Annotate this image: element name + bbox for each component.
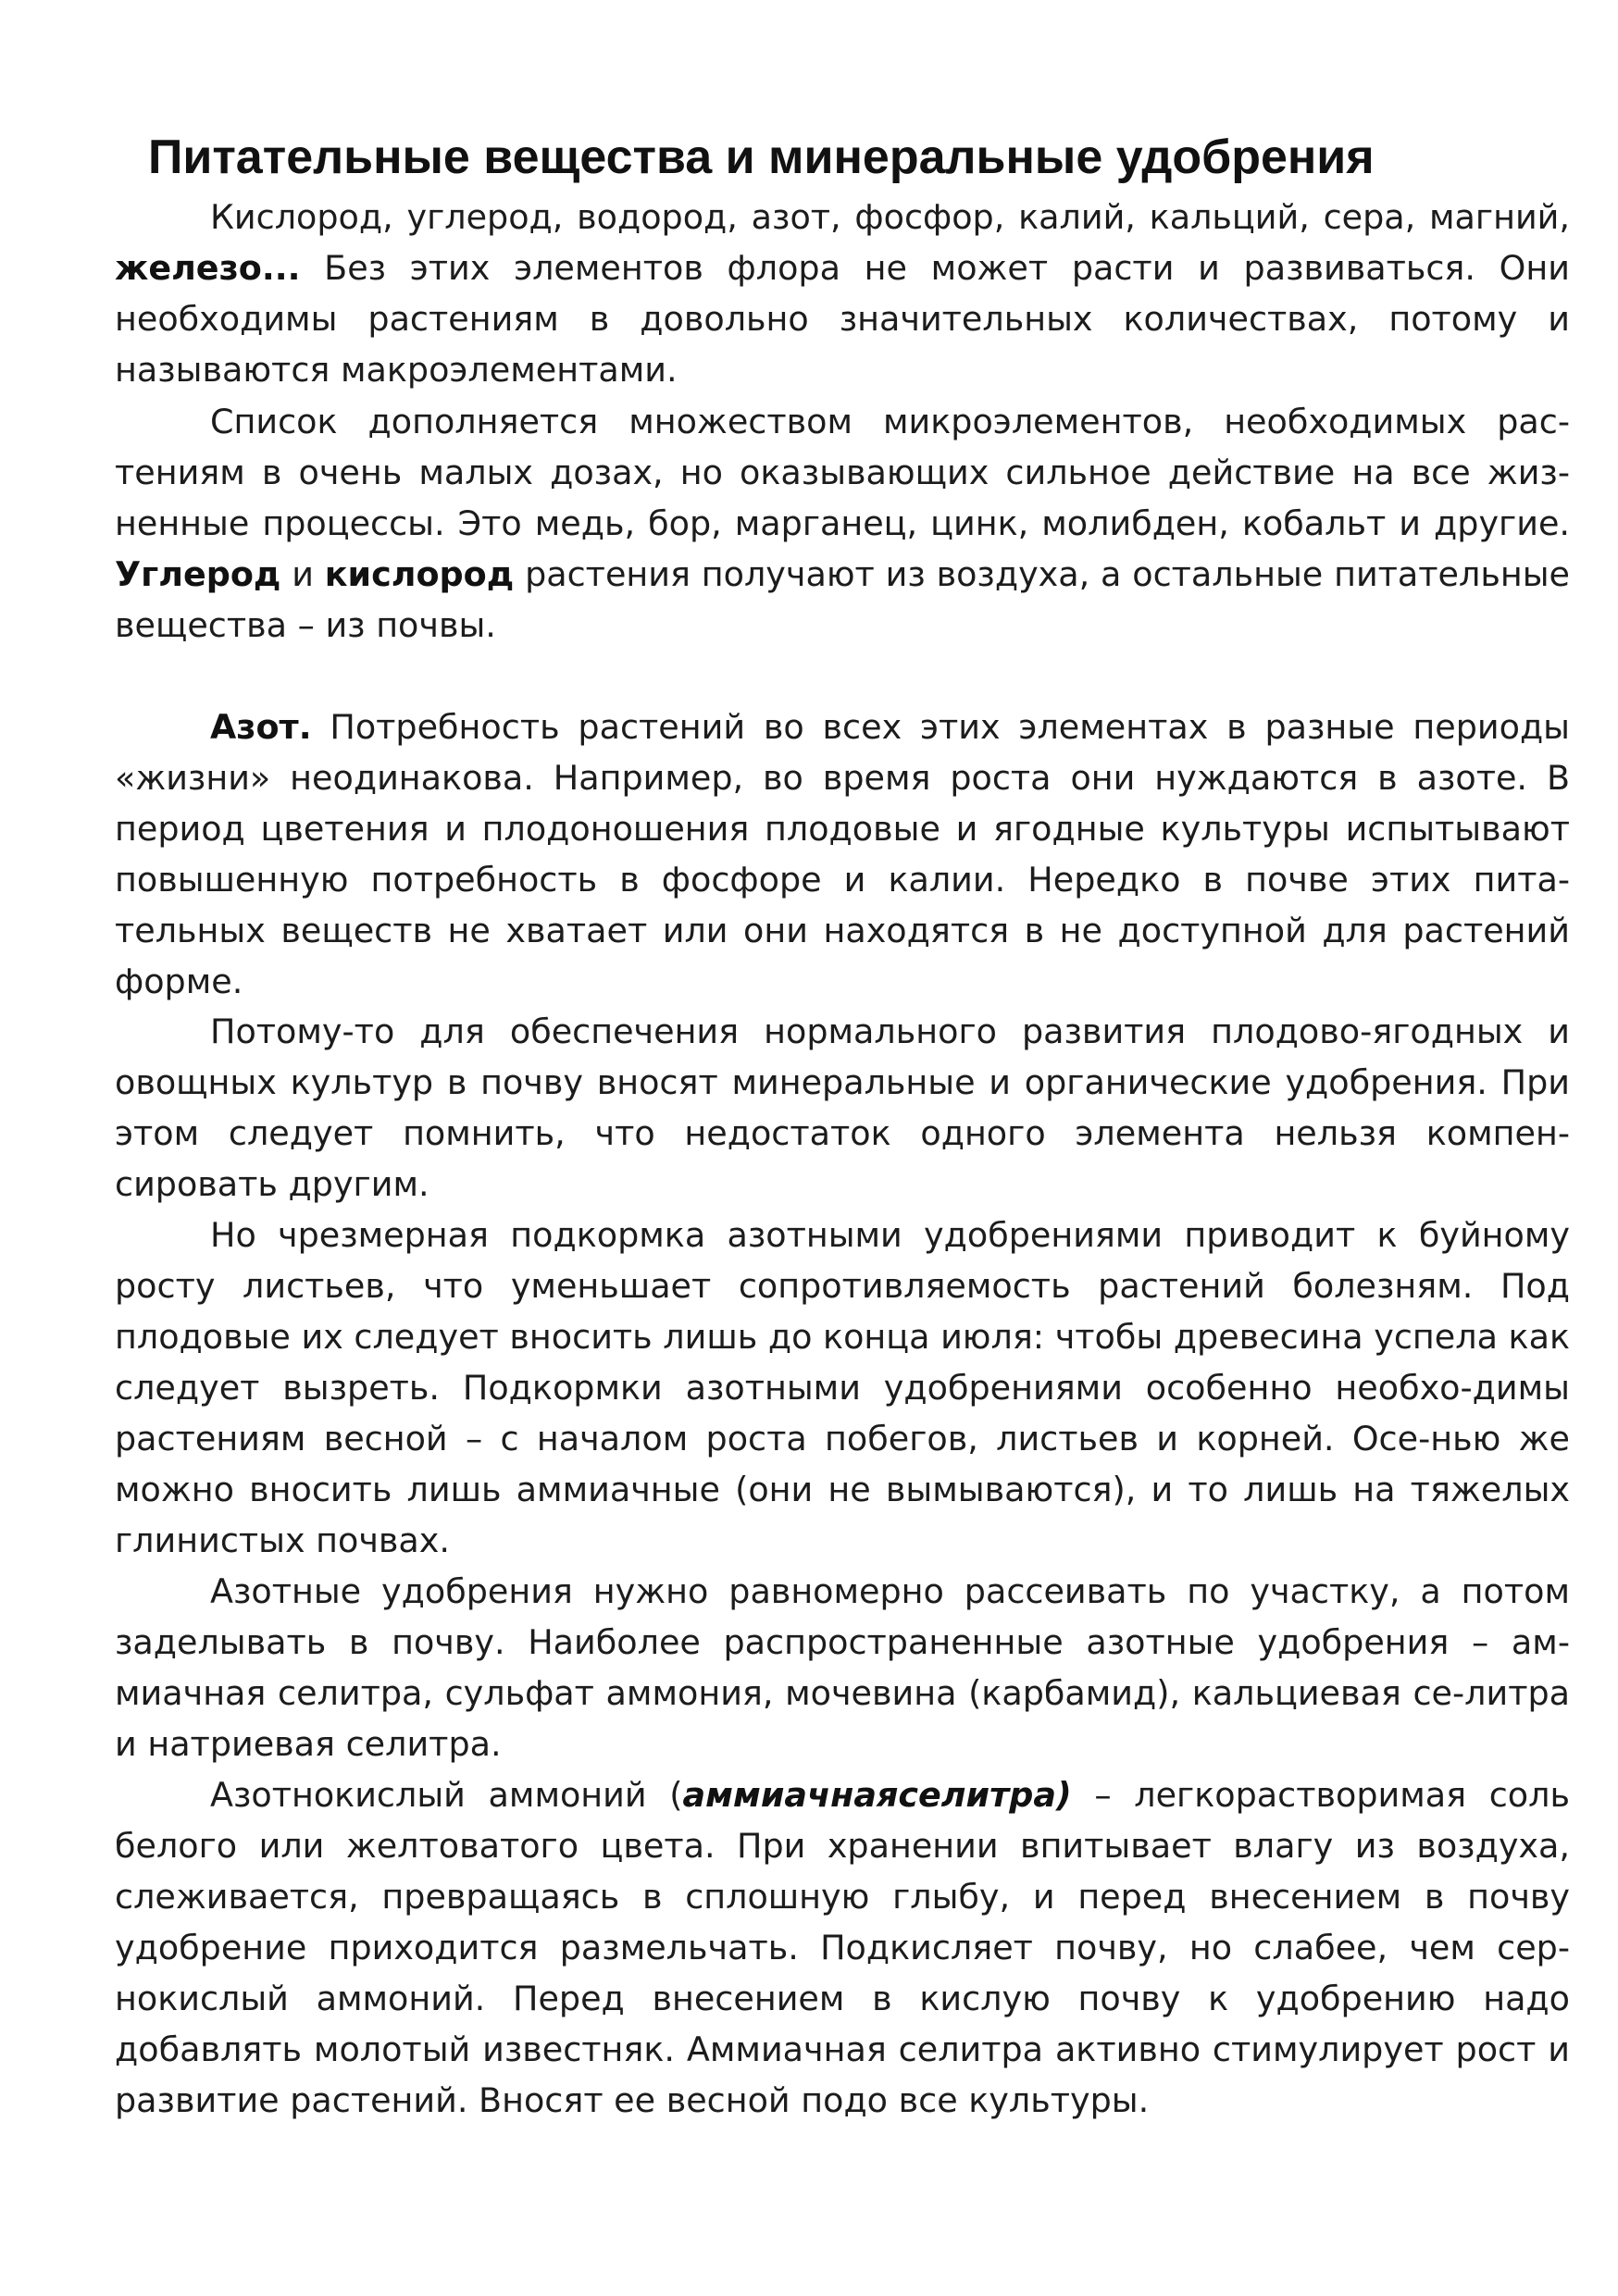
text-segment: Потребность растений во всех этих элементах в разные периоды «жизни» неодинакова. Например, во время роста они нуждаются в азоте. В период цветения и плодоношения плодовые и ягодные культуры испытывают повышенную потребность в фосфоре и калии. Нередко в почве этих пита-тельных веществ не хватает или они находятся в не доступной для растений форме.	[115, 707, 1570, 1001]
text-segment: Азотные удобрения нужно равномерно рассеивать по участку, а потом заделывать в почву. Наиболее распространенные азотные удобрения – ам-миачная селитра, сульфат аммония, мочевина (карбамид), кальциевая се-литра и натриевая селитра.	[115, 1571, 1570, 1764]
paragraph-ammonium-nitrate	[115, 1769, 1570, 2126]
text-segment: и	[280, 554, 325, 594]
bold-italic-term-ammonium-nitrate: аммиачнаяселитра)	[682, 1775, 1072, 1815]
paragraph-fertilizer-intro	[115, 1006, 1570, 1210]
bold-term-iron: железо...	[115, 248, 301, 288]
bold-term-carbon: Углерод	[115, 554, 281, 594]
text-segment: Но чрезмерная подкормка азотными удобрениями приводит к буйному росту листьев, что уменьшает сопротивляемость растений болезням. Под плодовые их следует вносить лишь до конца июля: чтобы древесина успела как следует вызреть. Подкормки азотными удобрениями особенно необхо-димы растениям весной – с началом роста побегов, листьев и корней. Осе-нью же можно вносить лишь аммиачные (они не вымываются), и то лишь на тяжелых глинистых почвах.	[115, 1215, 1570, 1560]
text-segment: Азотнокислый аммоний (	[210, 1775, 683, 1815]
text-segment: – легкорастворимая соль белого или желтоватого цвета. При хранении впитывает влагу из воздуха, слеживается, превращаясь в сплошную глыбу, и перед внесением в почву удобрение приходится размельчать. Подкисляет почву, но слабее, чем сер-нокислый аммоний. Перед внесением в кислую почву к удобрению надо добавлять молотый известняк. Аммиачная селитра активно стимулирует рост и развитие растений. Вносят ее весной подо все культуры.	[115, 1775, 1570, 2120]
page-title: Питательные вещества и минеральные удобрения	[148, 130, 1375, 184]
paragraph-nitrogen-fertilizers	[115, 1566, 1570, 1769]
paragraph-nitrogen	[115, 701, 1570, 1007]
text-segment: Кислород, углерод, водород, азот, фосфор, калий, кальций, сера, магний,	[210, 197, 1570, 237]
text-segment: Список дополняется множеством микроэлементов, необходимых рас-тениям в очень малых дозах, но оказывающих сильное действие на все жиз-ненные процессы. Это медь, бор, марганец, цинк, молибден, кобальт и другие.	[115, 402, 1570, 543]
bold-term-oxygen: кислород	[324, 554, 515, 594]
paragraph-macroelements	[115, 192, 1570, 395]
text-segment: Без этих элементов флора не может расти и развиваться. Они необходимы растениям в довольно значительных количествах, потому и называются макроэлементами.	[115, 248, 1570, 390]
paragraph-excess-feeding	[115, 1210, 1570, 1566]
paragraph-microelements	[115, 396, 1570, 651]
text-segment: растения получают из воздуха, а остальные питательные вещества – из почвы.	[115, 554, 1570, 645]
text-segment: Потому-то для обеспечения нормального развития плодово-ягодных и овощных культур в почву вносят минеральные и органические удобрения. При этом следует помнить, что недостаток одного элемента нельзя компен-сировать другим.	[115, 1011, 1570, 1204]
section-heading-nitrogen: Азот.	[210, 707, 312, 747]
